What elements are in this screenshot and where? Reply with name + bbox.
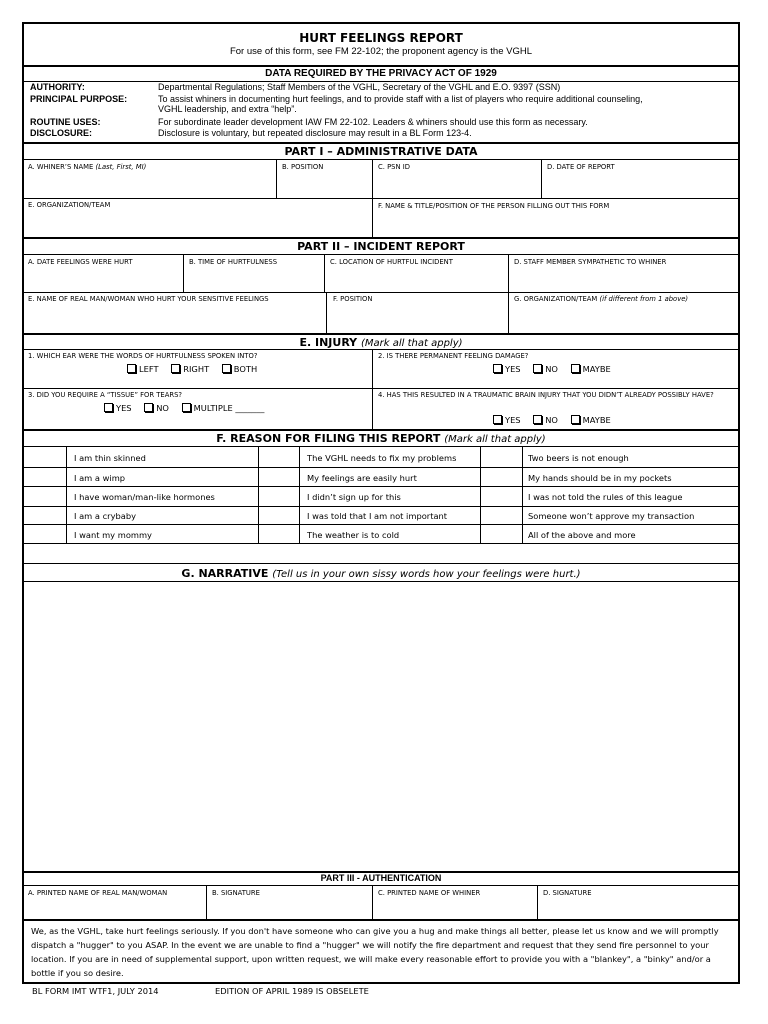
- q1-options: [127, 364, 267, 374]
- narrative-title: G. NARRATIVE (Tell us in your own sissy words how your feelings were hurt.): [181, 567, 581, 580]
- part1-title: PART I – ADMINISTRATIVE DATA: [284, 145, 478, 158]
- printed-name-whiner-field[interactable]: C. PRINTED NAME OF WHINER: [378, 889, 481, 897]
- narrative-area[interactable]: [24, 582, 738, 871]
- q2-permanent-damage: 2. IS THERE PERMANENT FEELING DAMAGE?: [378, 352, 529, 360]
- privacy-title: DATA REQUIRED BY THE PRIVACY ACT OF 1929: [265, 68, 497, 79]
- footer-note: We, as the VGHL, take hurt feelings seriously. If you don't have someone who can give you a hug and make things all better, please let us know and we will promptly dispatch a "hugger" to you ASAP. In the event we are unable to find a "hugger" we will notify the fire department and request that they send fire personnel to your location. If you are in need of supplemental support, upon written request, we will make every reasonable effort to provide you with a "blankey", a "binky" and/or a bottle if you so desire.: [31, 926, 719, 978]
- q1-which-ear: 1. WHICH EAR WERE THE WORDS OF HURTFULNESS SPOKEN INTO?: [28, 352, 258, 360]
- checkbox-no[interactable]: NO: [144, 403, 179, 413]
- reason-item: Someone won’t approve my transaction: [528, 511, 695, 521]
- checkbox-yes[interactable]: YES: [493, 364, 531, 374]
- sympathetic-staff-field[interactable]: D. STAFF MEMBER SYMPATHETIC TO WHINER: [514, 258, 667, 266]
- reason-item: I was not told the rules of this league: [528, 492, 683, 502]
- q4-options: [493, 415, 621, 425]
- printed-name-real-man-field[interactable]: A. PRINTED NAME OF REAL MAN/WOMAN: [28, 889, 168, 897]
- injury-title: E. INJURY (Mark all that apply): [299, 336, 463, 349]
- checkbox-yes[interactable]: YES: [104, 403, 142, 413]
- reason-item: My hands should be in my pockets: [528, 473, 672, 483]
- privacy-disclosure: DISCLOSURE: Disclosure is voluntary, but repeated disclosure may result in a BL Form 123-4.: [30, 128, 472, 138]
- time-of-hurtfulness-field[interactable]: B. TIME OF HURTFULNESS: [189, 258, 278, 266]
- reason-item: I want my mommy: [74, 530, 152, 540]
- reason-checkbox-col3[interactable]: [480, 446, 522, 543]
- reason-checkbox-col1[interactable]: [24, 446, 66, 543]
- checkbox-left[interactable]: LEFT: [127, 364, 169, 374]
- edition-note: EDITION OF APRIL 1989 IS OBSELETE: [215, 986, 369, 996]
- form-subtitle: For use of this form, see FM 22-102; the proponent agency is the VGHL: [229, 46, 533, 57]
- q2-options: [493, 364, 621, 374]
- privacy-principal-purpose: PRINCIPAL PURPOSE: To assist whiners in documenting hurt feelings, and to provide staff with a list of players who require additional counseling, VGHL leadership, and extra “help”.: [30, 94, 643, 114]
- checkbox-right[interactable]: RIGHT: [171, 364, 219, 374]
- real-man-woman-name-field[interactable]: E. NAME OF REAL MAN/WOMAN WHO HURT YOUR SENSITIVE FEELINGS: [28, 295, 269, 303]
- person-filling-form-field[interactable]: F. NAME & TITLE/POSITION OF THE PERSON FILLING OUT THIS FORM: [378, 202, 610, 210]
- checkbox-yes[interactable]: YES: [493, 415, 531, 425]
- form-id: BL FORM IMT WTF1, JULY 2014: [32, 986, 159, 996]
- reason-item: The VGHL needs to fix my problems: [307, 453, 457, 463]
- reason-item: I am a crybaby: [74, 511, 137, 521]
- psn-id-field[interactable]: C. PSN ID: [378, 163, 410, 171]
- q3-tissue: 3. DID YOU REQUIRE A “TISSUE” FOR TEARS?: [28, 391, 183, 399]
- offender-organization-field[interactable]: G. ORGANIZATION/TEAM (if different from 1 above): [514, 295, 689, 303]
- reason-item: I am thin skinned: [74, 453, 146, 463]
- position-field[interactable]: B. POSITION: [282, 163, 324, 171]
- part3-title: PART III - AUTHENTICATION: [320, 873, 442, 883]
- reasons-title: F. REASON FOR FILING THIS REPORT (Mark all that apply): [216, 432, 546, 445]
- reason-item: Two beers is not enough: [528, 453, 629, 463]
- checkbox-maybe[interactable]: MAYBE: [571, 415, 621, 425]
- checkbox-no[interactable]: NO: [533, 415, 568, 425]
- checkbox-maybe[interactable]: MAYBE: [571, 364, 621, 374]
- offender-position-field[interactable]: F. POSITION: [333, 295, 373, 303]
- part2-title: PART II – INCIDENT REPORT: [297, 240, 465, 253]
- reason-item: The weather is to cold: [307, 530, 400, 540]
- reason-item: My feelings are easily hurt: [307, 473, 417, 483]
- reason-item: I have woman/man-like hormones: [74, 492, 215, 502]
- hurt-feelings-form: [22, 22, 740, 984]
- privacy-routine-uses: ROUTINE USES: For subordinate leader development IAW FM 22-102. Leaders & whiners should use this form as necessary.: [30, 117, 588, 127]
- form-title: HURT FEELINGS REPORT: [299, 31, 463, 45]
- checkbox-both[interactable]: BOTH: [222, 364, 267, 374]
- whiner-name-field[interactable]: A. WHINER’S NAME (Last, First, MI): [28, 163, 147, 171]
- signature-real-man-field[interactable]: B. SIGNATURE: [212, 889, 260, 897]
- q4-brain-injury: 4. HAS THIS RESULTED IN A TRAUMATIC BRAIN INJURY THAT YOU DIDN’T ALREADY POSSIBLY HAVE?: [378, 391, 714, 399]
- q3-options: [104, 403, 274, 413]
- date-of-report-field[interactable]: D. DATE OF REPORT: [547, 163, 615, 171]
- checkbox-no[interactable]: NO: [533, 364, 568, 374]
- reason-item: I am a wimp: [74, 473, 126, 483]
- organization-team-field[interactable]: E. ORGANIZATION/TEAM: [28, 201, 111, 209]
- privacy-authority: AUTHORITY: Departmental Regulations; Staff Members of the VGHL, Secretary of the VGHL and E.O. 9397 (SSN): [30, 82, 561, 92]
- reason-item: All of the above and more: [528, 530, 636, 540]
- date-feelings-hurt-field[interactable]: A. DATE FEELINGS WERE HURT: [28, 258, 133, 266]
- reason-item: I didn’t sign up for this: [307, 492, 401, 502]
- reason-checkbox-col2[interactable]: [258, 446, 299, 543]
- location-field[interactable]: C. LOCATION OF HURTFUL INCIDENT: [330, 258, 453, 266]
- reason-item: I was told that I am not important: [307, 511, 448, 521]
- signature-whiner-field[interactable]: D. SIGNATURE: [543, 889, 592, 897]
- checkbox-multiple[interactable]: MULTIPLE _______: [182, 403, 275, 413]
